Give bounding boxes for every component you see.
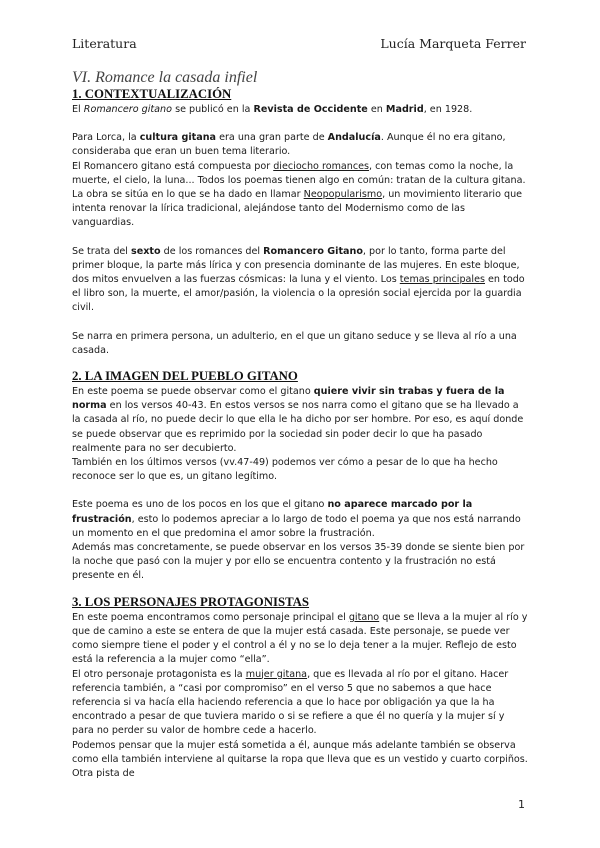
paragraph-10: Además mas concretamente, se puede observar en los versos 35-39 donde se siente bien por la noche que pasó con la mujer y por ello se encuentra contento y la frustración no está presente en él. — [72, 542, 525, 582]
paragraph-8: También en los últimos versos (vv.47-49) podemos ver cómo a pesar de lo que ha hecho reconoce ser lo que es, un gitano legítimo. — [72, 457, 498, 483]
paragraph-6: Se narra en primera persona, un adulterio, en el que un gitano seduce y se lleva al río a una casada. — [72, 330, 517, 356]
paragraph-1: El Romancero gitano se publicó en la Revista de Occidente en Madrid, en 1928. — [72, 104, 473, 115]
heading-imagen-pueblo-gitano: 2. LA IMAGEN DEL PUEBLO GITANO — [72, 369, 298, 384]
heading-contextualizacion: 1. CONTEXTUALIZACIÓN — [72, 87, 232, 101]
paragraph-12: El otro personaje protagonista es la mujer gitana, que es llevada al río por el gitano. Hacer referencia también, a “casi por compromiso” en el verso 5 que no sabemos a que hace referencia si va hacía ella haciendo referencia a que lo hace por obligación ya que la ha encontrado a pesar de que tuviera marido o si se refiere a que él no quería y la mujer sí y para no perder su valor de hombre cede a hacerlo. — [72, 668, 509, 737]
paragraph-9: Este poema es uno de los pocos en los que el gitano no aparece marcado por la frustración, esto lo podemos apreciar a lo largo de todo el poema ya que nos está narrando un momento en el que predomina el amor sobre la frustración. — [72, 499, 521, 539]
paragraph-5: Se trata del sexto de los romances del Romancero Gitano, por lo tanto, forma parte del primer bloque, la parte más lírica y con presencia dominante de las mujeres. En este bloque, dos mitos envuelven a las fuerzas cósmicas: la luna y el viento. Los temas principales en todo el libro son, la muerte, el amor/pasión, la violencia o la opresión social ejercida por la guardia civil. — [72, 245, 525, 314]
heading-personajes-protagonistas: 3. LOS PERSONAJES PROTAGONISTAS — [72, 594, 310, 609]
paragraph-2: Para Lorca, la cultura gitana era una gran parte de Andalucía. Aunque él no era gitano, consideraba que eran un buen tema literario. — [72, 132, 506, 158]
page-number: 1 — [518, 798, 525, 811]
paragraph-13: Podemos pensar que la mujer está sometida a él, aunque más adelante también se observa como ella también interviene al quitarse la ropa que lleva que es un vestido y cuarto corpiños. Otra pista de — [72, 739, 528, 779]
paragraph-11: En este poema encontramos como personaje principal el gitano que se lleva a la mujer al río y que de camino a este se entera de que la mujer está casada. Este personaje, se puede ver como siempre tiene el poder y el control a él y no se lo deja tener a la mujer. Reflejo de esto está la referencia a la mujer como “ella”. — [72, 611, 528, 666]
paragraph-3: El Romancero gitano está compuesta por dieciocho romances, con temas como la noche, la muerte, el cielo, la luna... Todos los poemas tienen algo en común: tratan de la cultura gitana. — [72, 160, 526, 186]
paragraph-4: La obra se sitúa en lo que se ha dado en llamar Neopopularismo, un movimiento literario que intenta renovar la lírica tradicional, alejándose tanto del Modernismo como de las vanguardias. — [72, 189, 523, 229]
header-author: Lucía Marqueta Ferrer — [380, 36, 526, 51]
document-body — [72, 69, 528, 781]
paragraph-7: En este poema se puede observar como el gitano quiere vivir sin trabas y fuera de la norma en los versos 40-43. En estos versos se nos narra como el gitano que se ha llevado a la casada al río, no puede decir lo que ella le ha dicho por ser hombre. Por eso, es aquí donde se puede observar que es reprimido por la sociedad sin poder decir lo que ha pasado realmente para no ser decubierto. — [72, 386, 524, 454]
section-title: VI. Romance la casada infiel — [72, 69, 258, 86]
header-subject: Literatura — [72, 36, 137, 51]
